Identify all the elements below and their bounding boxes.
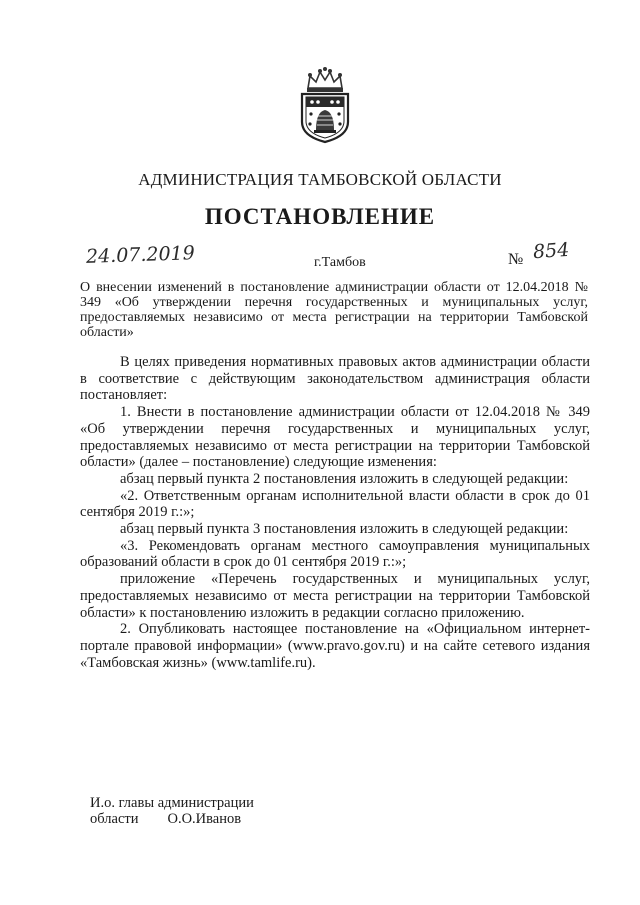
item-1-a-quote: «2. Ответственным органам исполнительной власти области в срок до 01 сентября 2019 г.:»; xyxy=(80,487,590,521)
signatory-title-area: области xyxy=(90,811,139,827)
item-1-c-paragraph: приложение «Перечень государственных и муниципальных услуг, предоставляемых независимо от места регистрации на территории Тамбовской области» к постановлению изложить в редакции согласно приложению. xyxy=(80,571,590,621)
document-type-heading: ПОСТАНОВЛЕНИЕ xyxy=(204,204,436,229)
document-body xyxy=(80,354,590,671)
city-label: г.Тамбов xyxy=(314,255,366,270)
signatory-title-line1: И.о. главы администрации xyxy=(90,795,254,811)
coat-of-arms-emblem xyxy=(296,66,354,144)
number-sign: № xyxy=(508,251,524,268)
organization-name: АДМИНИСТРАЦИЯ ТАМБОВСКОЙ ОБЛАСТИ xyxy=(138,170,502,189)
item-2-paragraph: 2. Опубликовать настоящее постановление на «Официальном интернет-портале правовой информации» (www.pravo.gov.ru) и на сайте сетевого издания «Тамбовская жизнь» (www.tamlife.ru). xyxy=(80,621,590,671)
document-subject: О внесении изменений в постановление администрации области от 12.04.2018 № 349 «Об утверждении перечня государственных и муниципальных услуг, предоставляемых независимо от места регистрации на территории Тамбовской области» xyxy=(80,280,588,340)
signatory-name: О.О.Иванов xyxy=(167,811,242,827)
signatory-title-line2 xyxy=(90,811,254,827)
item-1-b-paragraph: абзац первый пункта 3 постановления изложить в следующей редакции: xyxy=(120,521,569,538)
handwritten-date: 24.07.2019 xyxy=(85,242,196,268)
item-1-a-paragraph: абзац первый пункта 2 постановления изложить в следующей редакции: xyxy=(120,470,569,487)
item-1-paragraph: 1. Внести в постановление администрации области от 12.04.2018 № 349 «Об утверждении перечня государственных и муниципальных услуг, предоставляемых независимо от места регистрации на территории Тамбовской области» (далее – постановление) следующие изменения: xyxy=(80,404,590,471)
preamble-paragraph: В целях приведения нормативных правовых актов администрации области в соответствие с действующим законодательством администрация области постановляет: xyxy=(80,354,590,404)
signature-block xyxy=(90,795,254,827)
handwritten-document-number: 854 xyxy=(532,238,570,264)
item-1-b-quote: «3. Рекомендовать органам местного самоуправления муниципальных образований области в срок до 01 сентября 2019 г.:»; xyxy=(80,537,590,571)
